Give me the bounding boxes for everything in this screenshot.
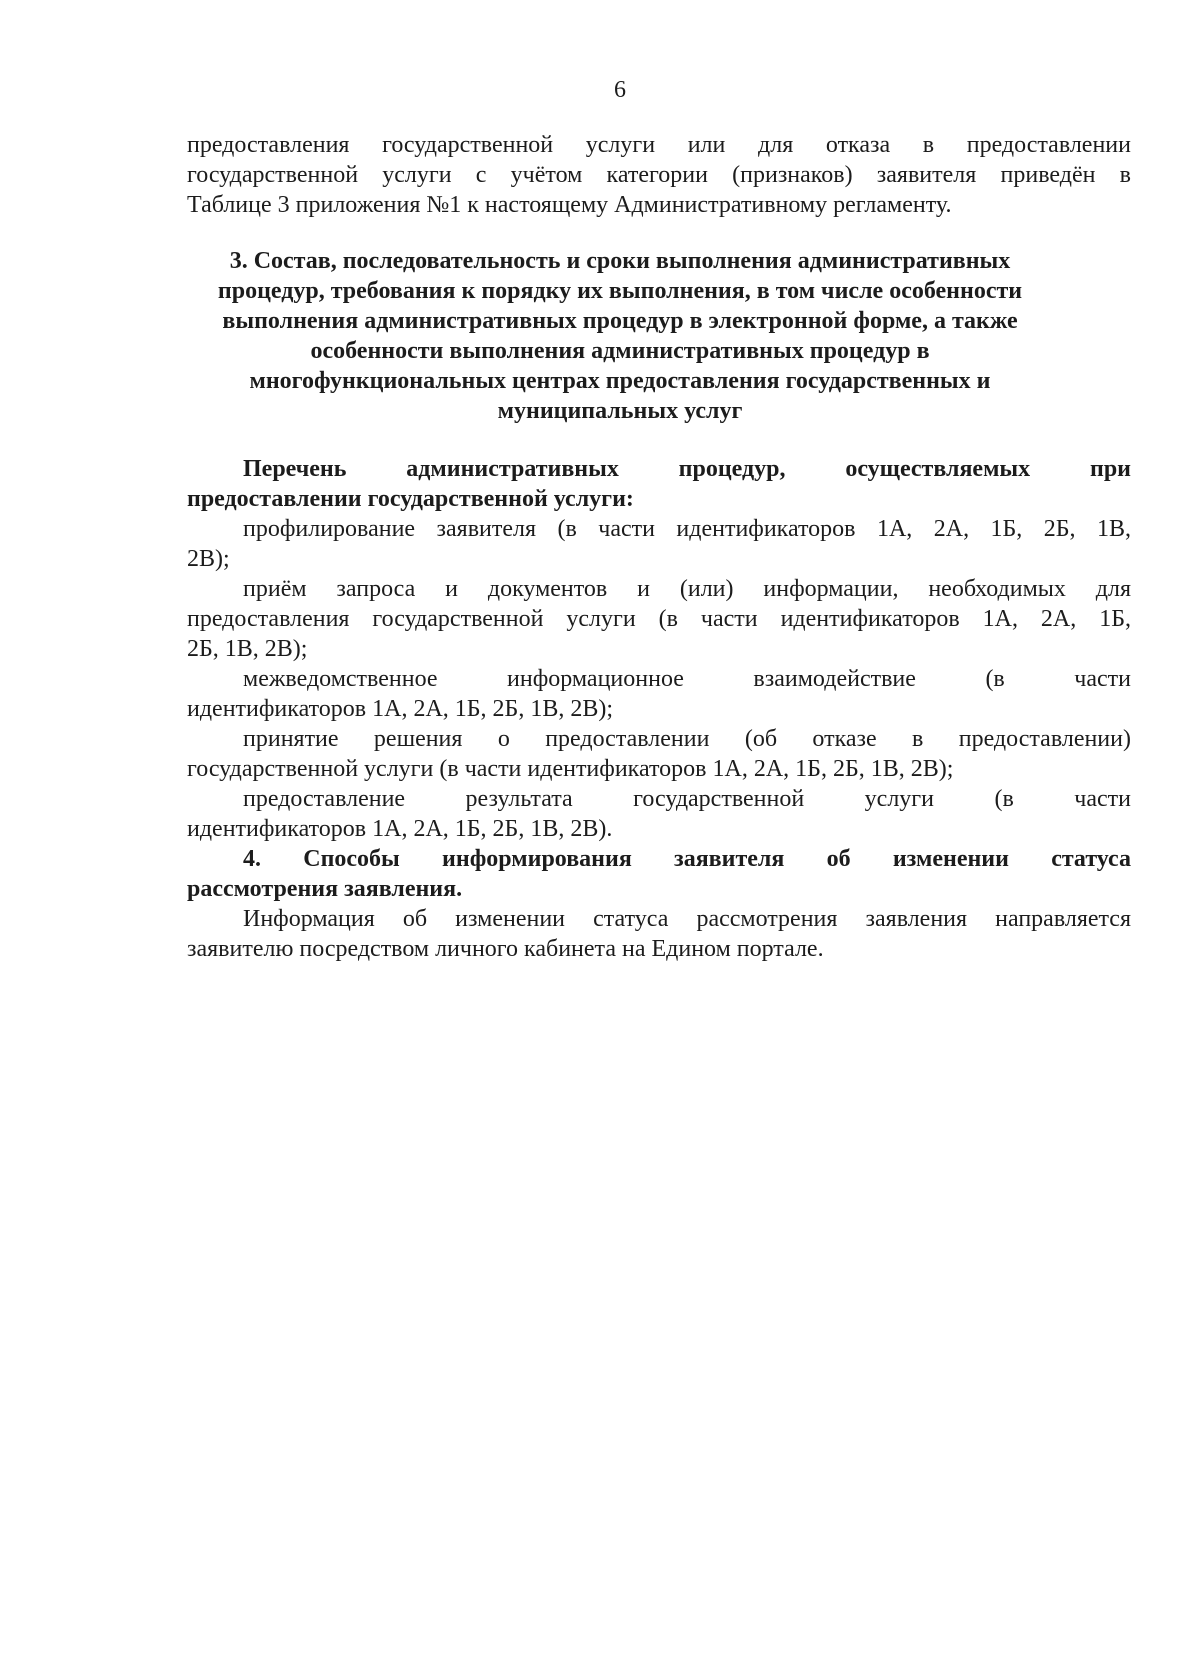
procedure-item	[187, 724, 1131, 784]
procedure-line: 2Б, 1В, 2В);	[187, 636, 308, 662]
procedures-intro	[187, 454, 1131, 514]
procedure-item	[187, 574, 1131, 664]
section3-heading-line: 3. Состав, последовательность и сроки выполнения административных	[229, 248, 1011, 274]
section4-heading-line: 4. Способы информирования заявителя об изменении статуса	[243, 846, 1131, 872]
procedure-line: межведомственное информационное взаимодействие (в части	[243, 666, 1131, 692]
section3-heading-line: особенности выполнения административных процедур в	[310, 338, 930, 364]
procedure-line: 2В);	[187, 546, 230, 572]
section4-heading	[187, 844, 1131, 904]
procedure-line: идентификаторов 1А, 2А, 1Б, 2Б, 1В, 2В).	[187, 816, 613, 842]
procedure-line: предоставления государственной услуги (в части идентификаторов 1А, 2А, 1Б,	[187, 606, 1131, 632]
procedure-line: идентификаторов 1А, 2А, 1Б, 2Б, 1В, 2В);	[187, 696, 614, 722]
section3-heading-line: муниципальных услуг	[497, 398, 743, 424]
procedure-line: приём запроса и документов и (или) информации, необходимых для	[243, 576, 1131, 602]
procedure-item	[187, 514, 1131, 574]
section4-heading-line: рассмотрения заявления.	[187, 876, 463, 902]
section4-text	[187, 904, 1131, 964]
page-number: 6	[614, 77, 626, 103]
procedure-item	[187, 664, 1131, 724]
procedures-section	[187, 454, 1131, 964]
section4-text-line: заявителю посредством личного кабинета на Едином портале.	[187, 936, 824, 962]
intro-paragraph	[187, 130, 1131, 220]
procedure-line: профилирование заявителя (в части идентификаторов 1А, 2А, 1Б, 2Б, 1В,	[243, 516, 1131, 542]
section4-text-line: Информация об изменении статуса рассмотрения заявления направляется	[243, 906, 1131, 932]
procedure-line: предоставление результата государственной услуги (в части	[243, 786, 1131, 812]
intro-line: Таблице 3 приложения №1 к настоящему Административному регламенту.	[187, 192, 952, 218]
procedure-line: принятие решения о предоставлении (об отказе в предоставлении)	[243, 726, 1131, 752]
section3-heading-line: многофункциональных центрах предоставления государственных и	[249, 368, 991, 394]
procedures-intro-line: предоставлении государственной услуги:	[187, 486, 634, 512]
section3-heading-line: процедур, требования к порядку их выполнения, в том числе особенности	[217, 278, 1023, 304]
procedure-line: государственной услуги (в части идентификаторов 1А, 2А, 1Б, 2Б, 1В, 2В);	[187, 756, 954, 782]
procedure-item	[187, 784, 1131, 844]
intro-line: государственной услуги с учётом категории (признаков) заявителя приведён в	[187, 162, 1131, 188]
section3-heading-line: выполнения административных процедур в электронной форме, а также	[222, 308, 1018, 334]
procedures-intro-line: Перечень административных процедур, осуществляемых при	[243, 456, 1131, 482]
intro-line: предоставления государственной услуги или для отказа в предоставлении	[187, 132, 1131, 158]
section3-heading	[187, 246, 1053, 426]
